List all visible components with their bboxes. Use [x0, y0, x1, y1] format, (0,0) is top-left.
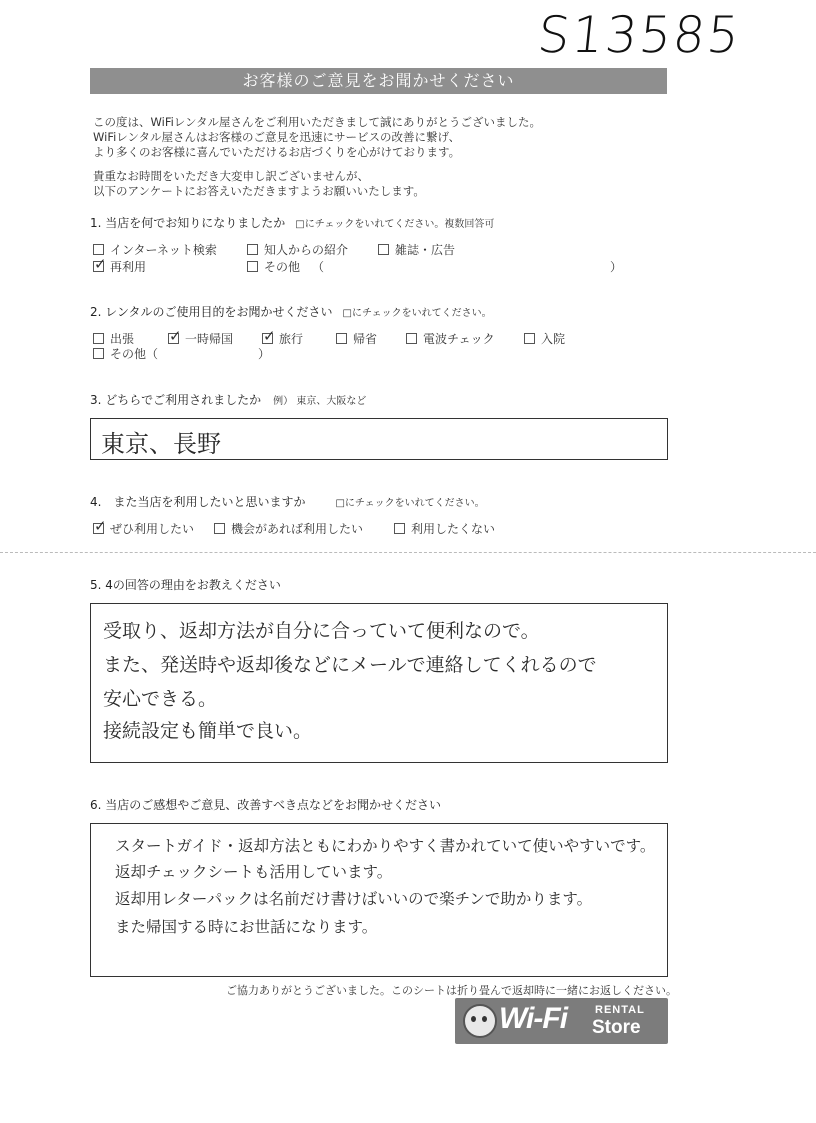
q1-option-internet[interactable]: [93, 241, 217, 258]
q1-option-label: 雑誌・広告: [395, 243, 456, 257]
q1-option-other[interactable]: [247, 258, 300, 275]
section-divider: [0, 552, 816, 553]
logo-brand: Wi-Fi: [499, 1002, 568, 1035]
q1-option-reuse[interactable]: [93, 255, 147, 275]
q1-option-label: 再利用: [110, 260, 147, 274]
q1-other-paren-open: （: [312, 260, 325, 274]
logo-store: Store: [592, 1017, 641, 1038]
q5-answer-line-3: 安心できる。: [103, 688, 218, 710]
q2-option-label: 一時帰国: [185, 332, 234, 346]
intro-line-3: より多くのお客様に喜んでいただけるお店づくりを心がけております。: [93, 145, 461, 159]
intro-line-2: WiFiレンタル屋さんはお客様のご意見を迅速にサービスの改善に繋げ、: [93, 130, 461, 144]
checkbox-icon[interactable]: [93, 244, 104, 255]
q1-title-text: 1. 当店を何でお知りになりましたか: [90, 216, 286, 230]
intro-line-1: この度は、WiFiレンタル屋さんをご利用いただきまして誠にありがとうございました。: [93, 115, 542, 129]
q2-option-hospital[interactable]: [524, 330, 565, 347]
checkbox-icon[interactable]: [262, 327, 276, 345]
q5-answer-line-1: 受取り、返却方法が自分に合っていて便利なので。: [103, 620, 540, 642]
q5-answer-line-2: また、発送時や返却後などにメールで連絡してくれるので: [103, 654, 597, 676]
q6-title: 6. 当店のご感想やご意見、改善すべき点などをお聞かせください: [90, 798, 442, 812]
q5-title: 5. 4の回答の理由をお教えください: [90, 578, 281, 592]
q1-title: [90, 214, 494, 231]
q2-note: □にチェックをいれてください。: [342, 308, 492, 319]
q1-note: □にチェックをいれてください。複数回答可: [295, 219, 495, 230]
q4-option-label: 機会があれば利用したい: [231, 522, 364, 536]
check-mark-icon: ✓: [169, 327, 182, 345]
check-mark-icon: ✓: [94, 517, 107, 535]
q3-answer-field[interactable]: [90, 418, 668, 460]
q6-answer-line-2: 返却チェックシートも活用しています。: [115, 863, 393, 881]
q4-option-definitely[interactable]: [93, 517, 195, 537]
q2-option-label: 電波チェック: [423, 332, 495, 346]
q6-answer-line-3: 返却用レターパックは名前だけ書けばいいので楽チンで助かります。: [115, 890, 593, 908]
q4-title-text: 4. また当店を利用したいと思いますか: [90, 495, 306, 509]
checkbox-icon[interactable]: [524, 333, 535, 344]
q2-title: [90, 303, 492, 320]
page-title: お客様のご意見をお聞かせください: [90, 68, 667, 94]
q2-option-label: 出張: [110, 332, 135, 346]
logo-rental: RENTAL: [595, 1004, 645, 1016]
check-mark-icon: ✓: [263, 327, 276, 345]
check-mark-icon: ✓: [94, 255, 107, 273]
intro-line-5: 以下のアンケートにお答えいただきますようお願いいたします。: [93, 184, 425, 198]
q1-option-label: 知人からの紹介: [264, 243, 349, 257]
q4-option-no[interactable]: [394, 520, 495, 537]
q2-other-paren-close: ）: [258, 347, 271, 361]
checkbox-icon[interactable]: [247, 244, 258, 255]
checkbox-icon[interactable]: [93, 348, 104, 359]
q3-answer-text: 東京、長野: [101, 430, 221, 458]
mascot-icon: [463, 1004, 497, 1038]
checkbox-icon[interactable]: [93, 333, 104, 344]
q2-option-label: 帰省: [353, 332, 378, 346]
q4-title: [90, 493, 485, 510]
q3-example: 例） 東京、大阪など: [273, 396, 367, 407]
checkbox-icon[interactable]: [93, 255, 107, 273]
q2-option-signal-check[interactable]: [406, 330, 495, 347]
q4-option-if-chance[interactable]: [214, 520, 363, 537]
q4-note: □にチェックをいれてください。: [335, 498, 485, 509]
q6-answer-field[interactable]: [90, 823, 668, 977]
q6-answer-line-4: また帰国する時にお世話になります。: [115, 918, 378, 936]
q2-option-label: 旅行: [279, 332, 304, 346]
q2-option-homecoming[interactable]: [336, 330, 377, 347]
q5-answer-field[interactable]: [90, 603, 668, 763]
wifi-store-logo: [455, 998, 668, 1044]
checkbox-icon[interactable]: [394, 523, 405, 534]
checkbox-icon[interactable]: [168, 327, 182, 345]
checkbox-icon[interactable]: [406, 333, 417, 344]
footer-note: ご協力ありがとうございました。このシートは折り畳んで返却時に一緒にお返しください。: [226, 984, 677, 997]
q4-option-label: 利用したくない: [411, 522, 496, 536]
q1-option-magazine[interactable]: [378, 241, 455, 258]
q1-option-label: インターネット検索: [110, 243, 217, 257]
q2-option-temporary-return[interactable]: [168, 327, 234, 347]
checkbox-icon[interactable]: [214, 523, 225, 534]
q1-other-paren-close: ）: [610, 260, 623, 274]
q1-option-referral[interactable]: [247, 241, 348, 258]
intro-line-4: 貴重なお時間をいただき大変申し訳ございませんが、: [93, 169, 369, 183]
checkbox-icon[interactable]: [93, 517, 107, 535]
q6-answer-line-1: スタートガイド・返却方法ともにわかりやすく書かれていて使いやすいです。: [115, 837, 656, 855]
serial-number: S13585: [534, 6, 744, 64]
q3-title: [90, 391, 366, 408]
q2-option-label: その他（: [110, 347, 159, 361]
checkbox-icon[interactable]: [247, 261, 258, 272]
q4-option-label: ぜひ利用したい: [110, 522, 195, 536]
checkbox-icon[interactable]: [336, 333, 347, 344]
q1-option-label: その他: [264, 260, 301, 274]
q3-title-text: 3. どちらでご利用されましたか: [90, 393, 262, 407]
q2-title-text: 2. レンタルのご使用目的をお聞かせください: [90, 305, 333, 319]
q2-option-label: 入院: [541, 332, 566, 346]
q5-answer-line-4: 接続設定も簡単で良い。: [103, 720, 313, 742]
checkbox-icon[interactable]: [378, 244, 389, 255]
q2-option-other[interactable]: [93, 345, 158, 362]
